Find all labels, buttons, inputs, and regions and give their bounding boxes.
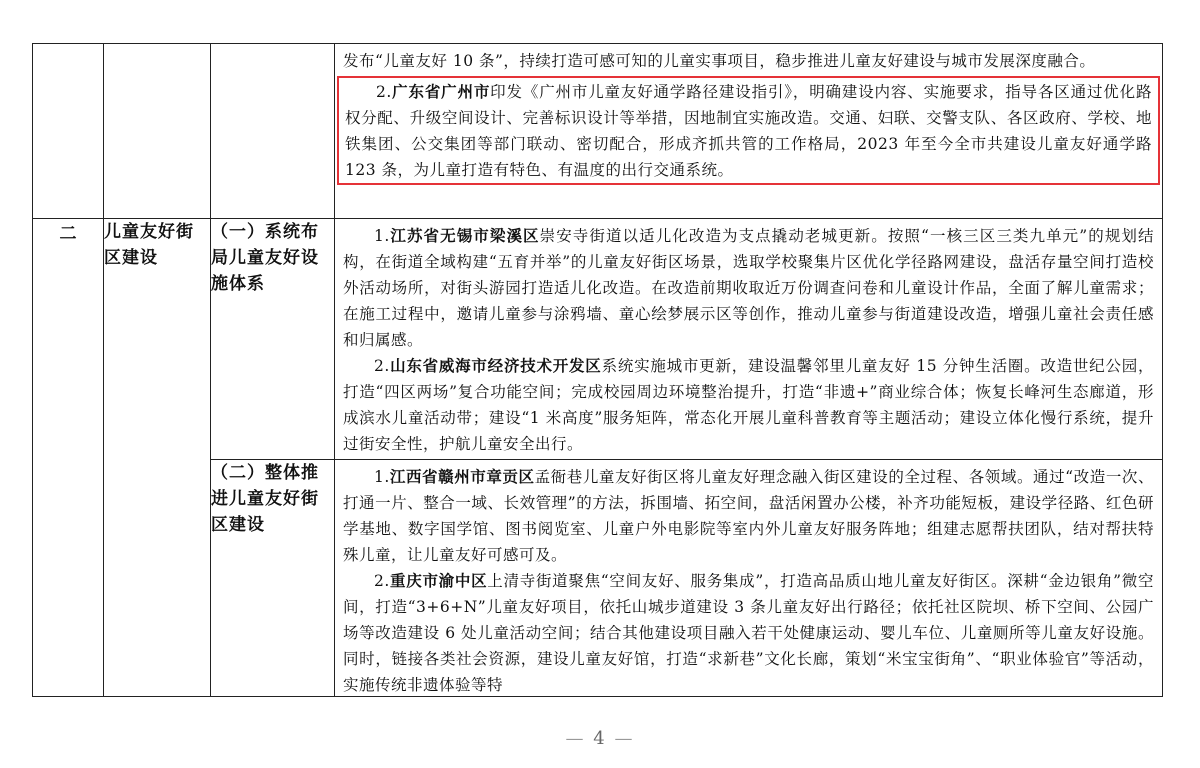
footer-dash-left: — — [565, 728, 586, 749]
place-name: 重庆市渝中区 — [389, 571, 488, 590]
item-number: 2. — [376, 83, 392, 101]
page-number: 4 — [593, 728, 607, 749]
subcategory-cell: （一）系统布局儿童友好设施体系 — [211, 219, 335, 460]
footer-dash-right: — — [614, 728, 635, 749]
item-number: 1. — [374, 468, 390, 486]
content-cell — [335, 460, 1163, 697]
list-item — [343, 568, 1154, 696]
item-text: 印发《广州市儿童友好通学路径建设指引》，明确建设内容、实施要求，指导各区通过优化路权分配、升级空间设计、完善标识设计等举措，因地制宜实施改造。交通、妇联、交警支队、各区政府、学校、地铁集团、公交集团等部门联动、密切配合，形成齐抓共管的工作格局，2023 年至今全市共建设儿童友好通学路 123 条，为儿童打造有特色、有温度的出行交通系统。 — [345, 83, 1152, 179]
item-number: 2. — [374, 357, 390, 375]
list-item — [343, 223, 1154, 353]
highlighted-paragraph-box — [337, 76, 1160, 185]
place-name: 山东省威海市经济技术开发区 — [389, 356, 602, 375]
item-number: 1. — [374, 227, 390, 245]
item-number: 2. — [374, 572, 390, 590]
place-name: 江苏省无锡市梁溪区 — [389, 226, 540, 245]
list-item — [343, 353, 1154, 457]
page-footer — [0, 728, 1200, 749]
content-cell — [335, 44, 1163, 219]
row-number-cell: 二 — [33, 219, 104, 697]
content-cell — [335, 219, 1163, 460]
list-item — [343, 464, 1154, 568]
guangzhou-paragraph — [345, 79, 1152, 183]
category-cell — [104, 44, 211, 219]
item-text: 上清寺街道聚焦“空间友好、服务集成”，打造高品质山地儿童友好街区。深耕“金边银角”微空间，打造“3+6+N”儿童友好项目，依托山城步道建设 3 条儿童友好出行路径；依托社区院坝、桥下空间、公园广场等改造建设 6 处儿童活动空间；结合其他建设项目融入若干处健康运动、婴儿车位、儿童厕所等儿童友好设施。同时，链接各类社会资源，建设儿童友好馆，打造“求新巷”文化长廊，策划“米宝宝街角”、“职业体验官”等活动，实施传统非遗体验等特 — [343, 572, 1154, 694]
content-table — [32, 43, 1163, 697]
place-name: 广东省广州市 — [391, 82, 491, 101]
item-text: 崇安寺街道以适儿化改造为支点撬动老城更新。按照“一核三区三类九单元”的规划结构，在街道全域构建“五育并举”的儿童友好街区场景，选取学校聚集片区优化学径路网建设，盘活存量空间打造校外活动场所，对街头游园打造适儿化改造。在改造前期收取近万份调查问卷和儿童设计作品，全面了解儿童需求；在施工过程中，邀请儿童参与涂鸦墙、童心绘梦展示区等创作，推动儿童参与街道建设改造，增强儿童社会责任感和归属感。 — [343, 227, 1154, 349]
continuation-paragraph: 发布“儿童友好 10 条”，持续打造可感可知的儿童实事项目，稳步推进儿童友好建设与城市发展深度融合。 — [343, 52, 1096, 70]
category-cell: 儿童友好街区建设 — [104, 219, 211, 697]
table-row — [33, 219, 1163, 460]
row-number-cell — [33, 44, 104, 219]
table-row — [33, 44, 1163, 219]
place-name: 江西省赣州市章贡区 — [389, 467, 535, 486]
subcategory-cell: （二）整体推进儿童友好街区建设 — [211, 460, 335, 697]
item-text: 孟衙巷儿童友好街区将儿童友好理念融入街区建设的全过程、各领域。通过“改造一次、打通一片、整合一域、长效管理”的方法，拆围墙、拓空间，盘活闲置办公楼，补齐功能短板，建设学径路、红色研学基地、数字国学馆、图书阅览室、儿童户外电影院等室内外儿童友好服务阵地；组建志愿帮扶团队，结对帮扶特殊儿童，让儿童友好可感可及。 — [343, 468, 1154, 564]
item-text: 系统实施城市更新，建设温馨邻里儿童友好 15 分钟生活圈。改造世纪公园，打造“四区两场”复合功能空间；完成校园周边环境整治提升，打造“非遗+”商业综合体；恢复长峰河生态廊道，形成滨水儿童活动带；建设“1 米高度”服务矩阵，常态化开展儿童科普教育等主题活动；建设立体化慢行系统，提升过街安全性，护航儿童安全出行。 — [343, 357, 1154, 453]
subcategory-cell — [211, 44, 335, 219]
